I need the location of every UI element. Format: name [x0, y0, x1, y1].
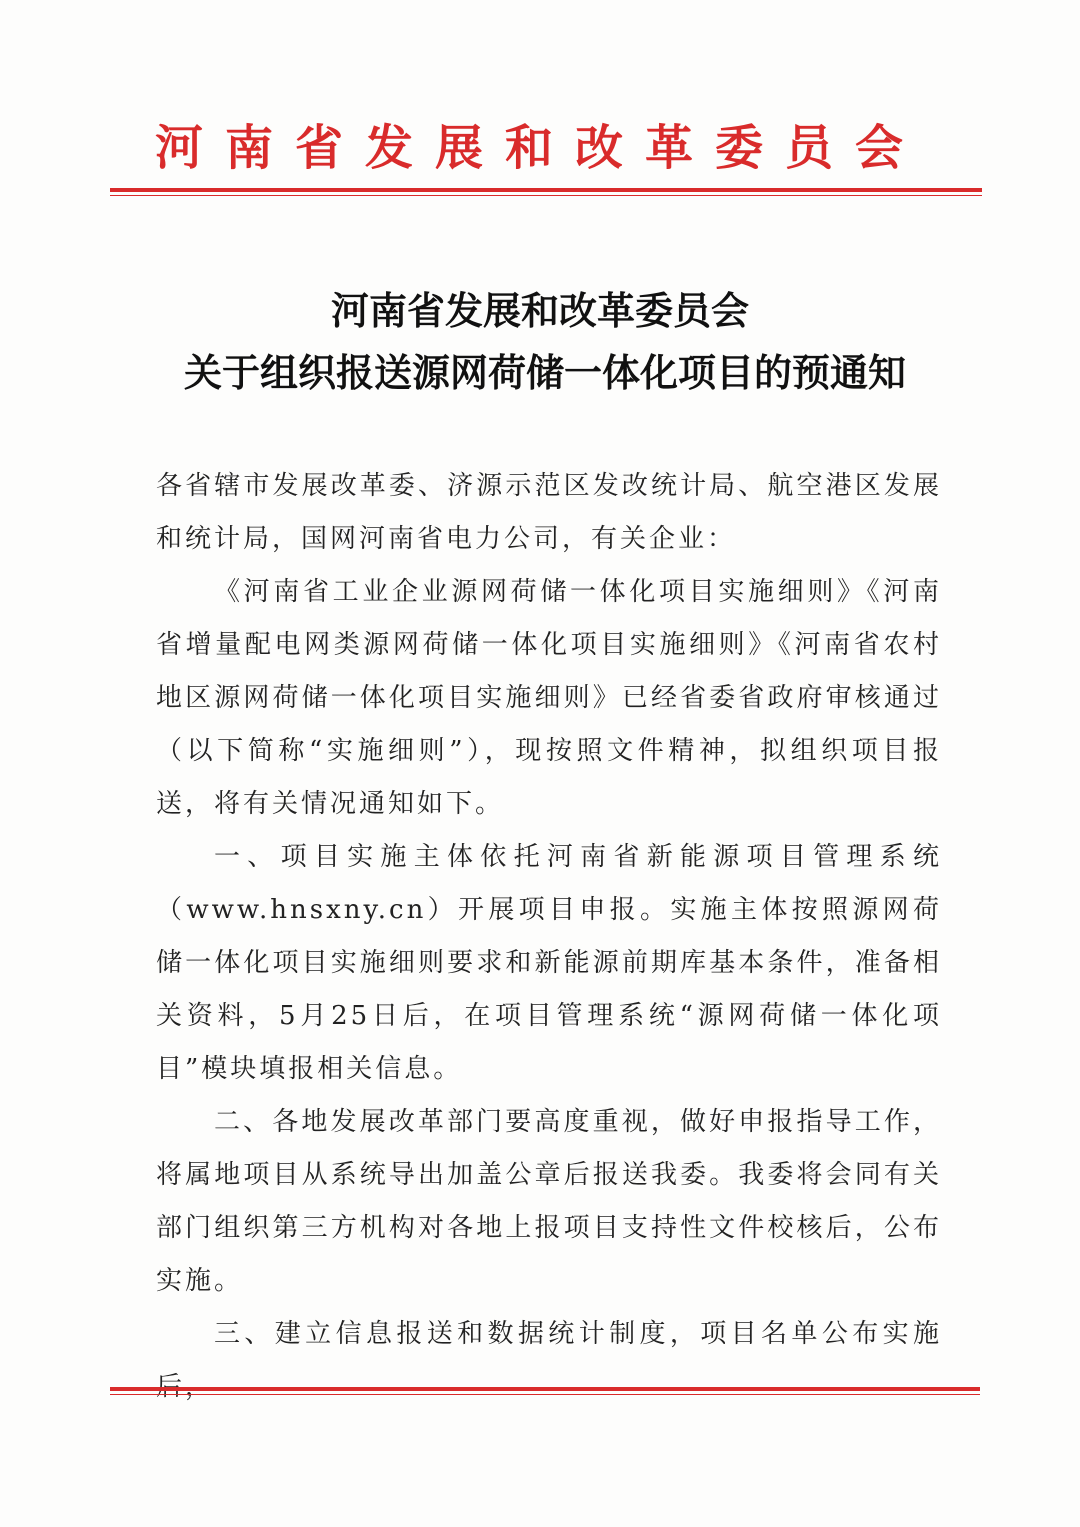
body-paragraph-item-2: 二、各地发展改革部门要高度重视，做好申报指导工作，将属地项目从系统导出加盖公章后报送我委。我委将会同有关部门组织第三方机构对各地上报项目支持性文件校核后，公布实施。 — [156, 1107, 942, 1296]
addressee-paragraph: 各省辖市发展改革委、济源示范区发改统计局、航空港区发展和统计局，国网河南省电力公司，有关企业： — [156, 471, 942, 554]
document-title-line2: 关于组织报送源网荷储一体化项目的预通知 — [183, 350, 906, 395]
masthead-org-name: 河南省发展和改革委员会 — [154, 120, 925, 176]
document-body — [156, 460, 942, 1414]
document-title — [0, 280, 1080, 404]
body-paragraph-item-3: 三、建立信息报送和数据统计制度，项目名单公布实施 — [214, 1319, 942, 1349]
masthead-red-rule — [110, 188, 982, 196]
document-title-line1: 河南省发展和改革委员会 — [330, 288, 749, 333]
footer-rule-thick — [110, 1387, 980, 1391]
body-paragraph-intro: 《河南省工业企业源网荷储一体化项目实施细则》《河南省增量配电网类源网荷储一体化项目实施细则》《河南省农村地区源网荷储一体化项目实施细则》已经省委省政府审核通过（以下简称“实施细则”），现按照文件精神，拟组织项目报送，将有关情况通知如下。 — [156, 577, 942, 819]
footer-rule-thin — [110, 1394, 980, 1395]
footer-red-rule — [110, 1387, 980, 1395]
red-rule-thick — [110, 188, 982, 192]
body-paragraph-item-1: 一、项目实施主体依托河南省新能源项目管理系统（www.hnsxny.cn）开展项目申报。实施主体按照源网荷储一体化项目实施细则要求和新能源前期库基本条件，准备相关资料，5月25日后，在项目管理系统“源网荷储一体化项目”模块填报相关信息。 — [156, 842, 942, 1084]
red-rule-thin — [110, 195, 982, 196]
